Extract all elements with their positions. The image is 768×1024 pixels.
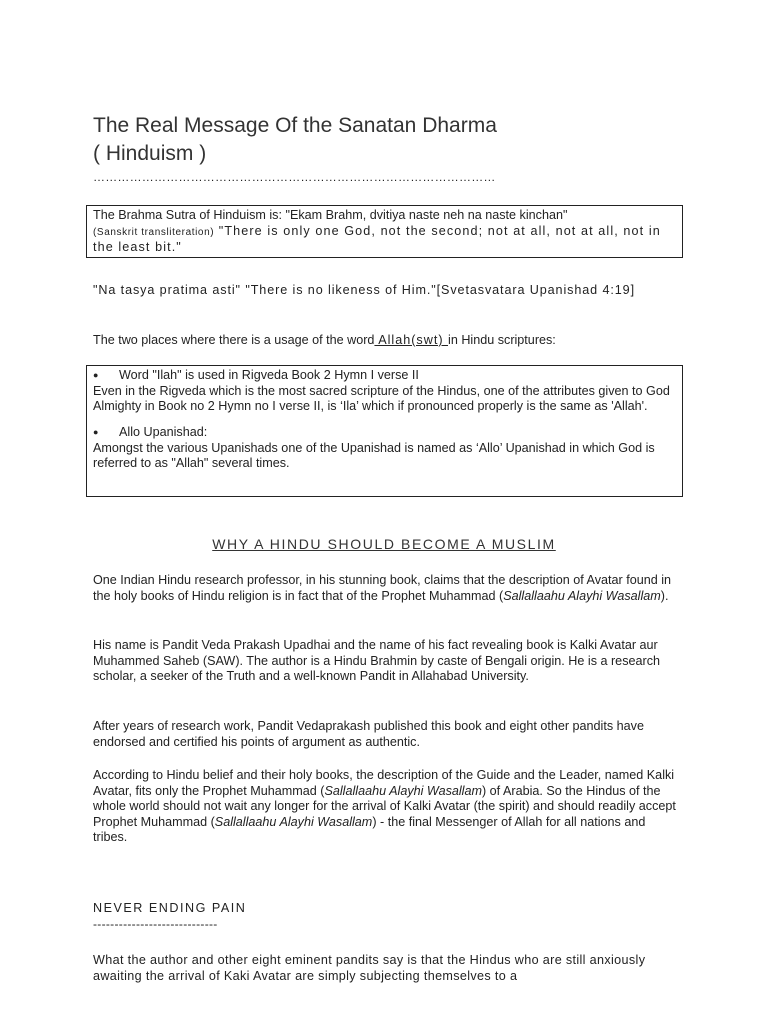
sub-heading: NEVER ENDING PAIN <box>93 901 247 915</box>
title-line-1: The Real Message Of the Sanatan Dharma <box>93 114 497 137</box>
section-heading: WHY A HINDU SHOULD BECOME A MUSLIM <box>212 536 556 552</box>
bullet-icon: ● <box>93 370 99 380</box>
para4-honorific-2: Sallallaahu Alayhi Wasallam <box>214 814 373 829</box>
para4-text-a: According to Hindu belief and their holy books, the description of the Guide and the Leader, named Kalki Avatar, fits only the Prophet Muhammad ( <box>93 768 675 798</box>
transliteration-note: (Sanskrit transliteration) <box>93 226 215 238</box>
scripture-usage-box <box>86 365 683 497</box>
paragraph-hindu-belief <box>93 768 678 846</box>
paragraph-research-work: After years of research work, Pandit Vedaprakash published this book and eight other pandits have endorsed and certified his points of argument as authentic. <box>93 719 644 749</box>
para4-honorific-1: Sallallaahu Alayhi Wasallam <box>324 783 482 798</box>
para4-text-b: ) of Arabia. So the Hindus of the whole world should not wait any longer for the arrival of Kalki Avatar (the spirit) and should readily accept Prophet Muhammad ( <box>93 783 676 829</box>
bullet-title-allo: Allo Upanishad: <box>119 425 208 440</box>
brahma-sutra-line: The Brahma Sutra of Hinduism is: "Ekam Brahm, dvitiya naste neh na naste kinchan" <box>93 208 568 222</box>
brahma-sutra-box <box>86 205 683 258</box>
dotted-separator: ……………………………………………………………………………………… <box>93 170 496 184</box>
title-line-2: ( Hinduism ) <box>93 142 207 165</box>
bullet-icon: ● <box>93 426 99 437</box>
two-places-paragraph <box>93 333 678 349</box>
para4-text-c: ) - the final Messenger of Allah for all nations and tribes. <box>93 814 646 845</box>
paragraph-pandit-name: His name is Pandit Veda Prakash Upadhai and the name of his fact revealing book is Kalki Avatar aur Muhammed Saheb (SAW). The author is a Hindu Brahmin by caste of Bengali origin. He is a research scholar, a seeker of the Truth and a well-known Pandit in Allahabad University. <box>93 638 660 684</box>
paragraph-research-professor <box>93 573 678 604</box>
bullet-text-ilah: Even in the Rigveda which is the most sacred scripture of the Hindus, one of the attributes given to God Almighty in Book no 2 Hymn no I verse II, is ‘Ila’ which if pronounced properly is the same as 'Allah'. <box>93 383 670 414</box>
para1-text: One Indian Hindu research professor, in his stunning book, claims that the description of Avatar found in the holy books of Hindu religion is in fact that of the Prophet Muhammad ( <box>93 573 672 603</box>
allah-swt-link[interactable]: Allah(swt) <box>374 333 449 347</box>
bullet-title-ilah: Word "Ilah" is used in Rigveda Book 2 Hymn I verse II <box>119 368 419 383</box>
dashed-underline: ----------------------------- <box>93 917 218 931</box>
paragraph-never-ending-pain: What the author and other eight eminent pandits say is that the Hindus who are still anxiously awaiting the arrival of Kaki Avatar are simply subjecting themselves to a <box>93 953 646 983</box>
para1-honorific: Sallallaahu Alayhi Wasallam <box>503 588 661 603</box>
bullet-text-allo: Amongst the various Upanishads one of the Upanishad is named as ‘Allo’ Upanishad in which God is referred to as "Allah" several times. <box>93 440 655 471</box>
two-places-text-pre: The two places where there is a usage of the word <box>93 333 375 347</box>
na-tasya-paragraph: "Na tasya pratima asti" "There is no likeness of Him."[Svetasvatara Upanishad 4:19] <box>93 283 635 297</box>
page-title <box>93 112 693 168</box>
two-places-text-post: in Hindu scriptures: <box>448 333 556 347</box>
bullet-item-allo <box>93 425 676 441</box>
bullet-item-ilah <box>93 368 676 384</box>
brahma-sutra-quote: "There is only one God, not the second; not at all, not at all, not in the least bit." <box>93 223 661 255</box>
para1-end: ). <box>660 588 669 603</box>
